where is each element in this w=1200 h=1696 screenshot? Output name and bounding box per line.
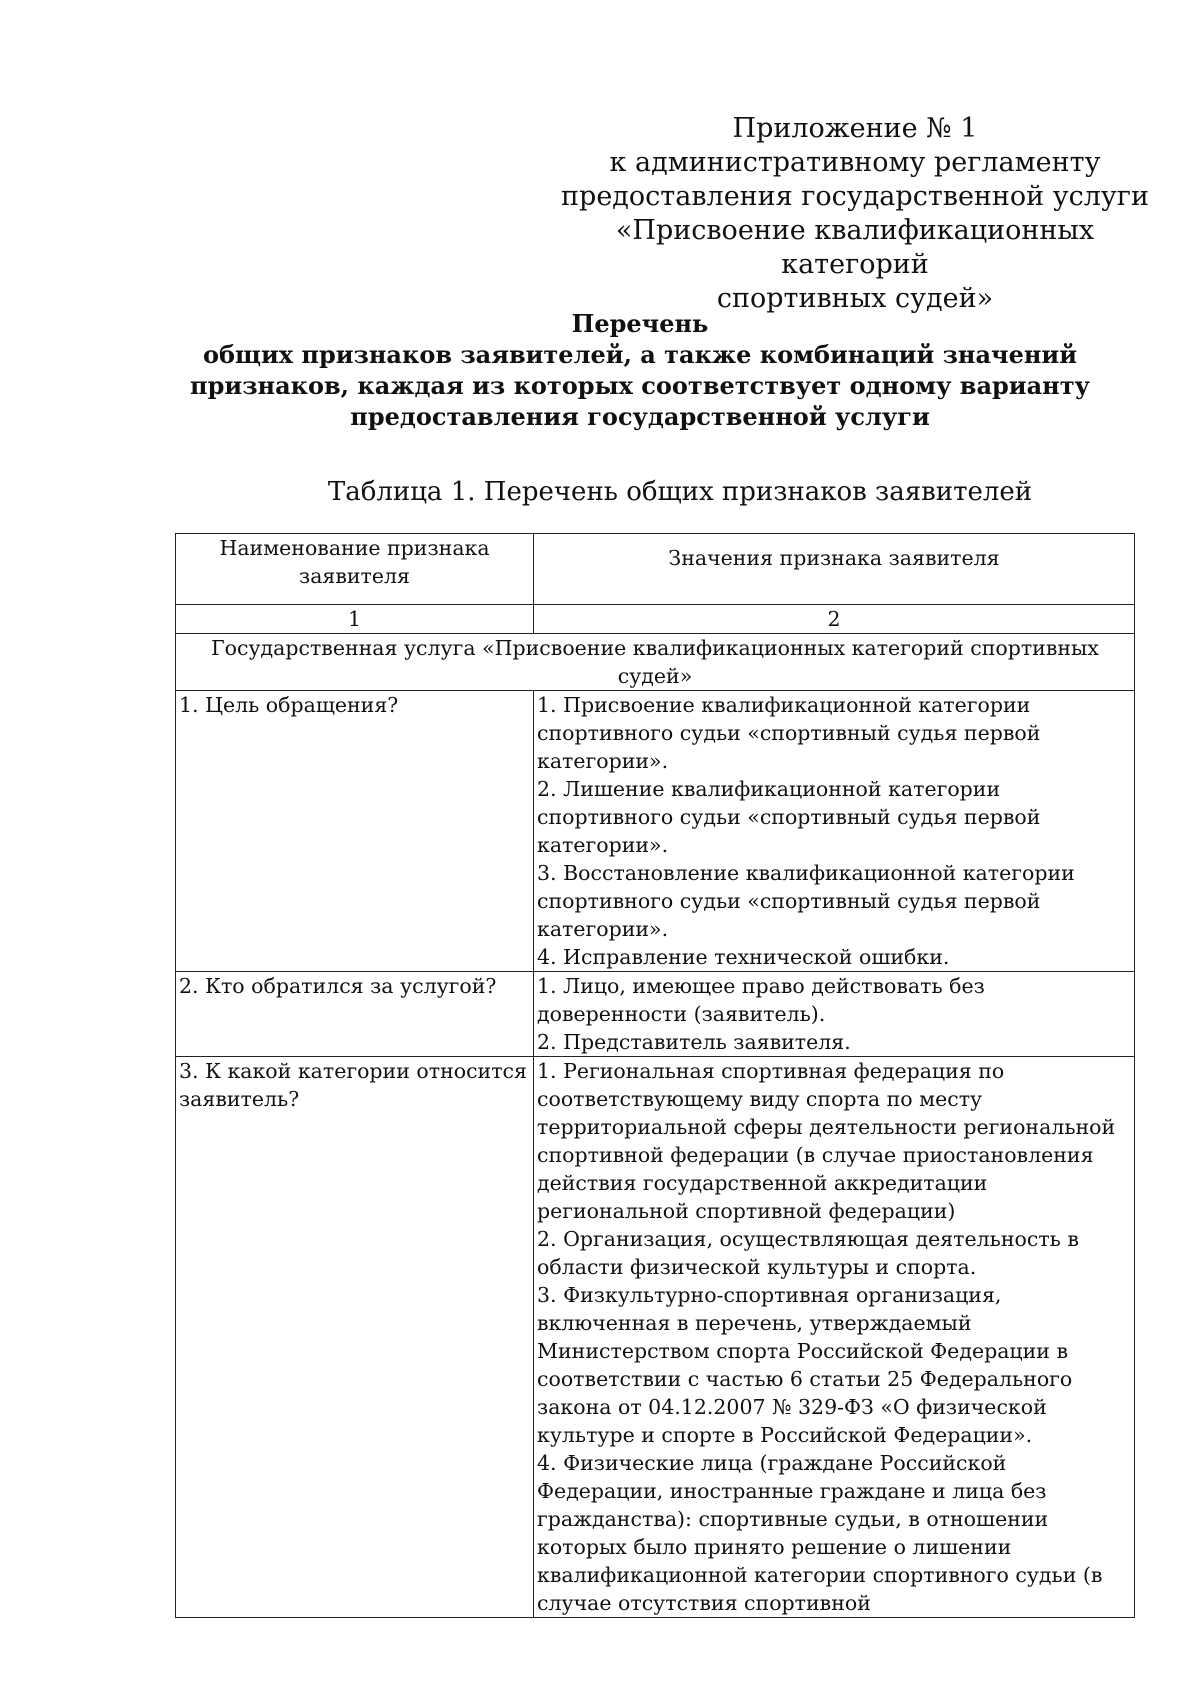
attribute-value: 1. Присвоение квалификационной категории спортивного судьи «спортивный судья первой категории». — [537, 693, 1041, 773]
table-row — [176, 1057, 1135, 1618]
title-line: предоставления государственной услуги — [350, 402, 930, 431]
attribute-value: 4. Исправление технической ошибки. — [537, 945, 950, 969]
attribute-values — [534, 972, 1135, 1057]
column-number: 2 — [534, 605, 1135, 634]
header-cell-values: Значения признака заявителя — [534, 534, 1135, 605]
attribute-name: 2. Кто обратился за услугой? — [176, 972, 534, 1057]
attribute-name: 3. К какой категории относится заявитель? — [176, 1057, 534, 1618]
appendix-header — [560, 112, 1150, 316]
table-header-row — [176, 534, 1135, 605]
appendix-line: спортивных судей» — [716, 283, 994, 314]
attribute-values — [534, 691, 1135, 972]
attributes-table — [175, 533, 1135, 1618]
appendix-line: предоставления государственной услуги — [561, 181, 1149, 212]
attribute-values — [534, 1057, 1135, 1618]
document-title — [150, 308, 1130, 432]
attribute-name: 1. Цель обращения? — [176, 691, 534, 972]
column-number-row — [176, 605, 1135, 634]
table-caption: Таблица 1. Перечень общих признаков заявителей — [327, 477, 1033, 507]
appendix-number: Приложение № 1 — [732, 113, 978, 144]
header-cell-name: Наименование признака заявителя — [176, 534, 534, 605]
attribute-value: 2. Лишение квалификационной категории спортивного судьи «спортивный судья первой категории». — [537, 777, 1041, 857]
title-line: признаков, каждая из которых соответствует одному варианту — [190, 371, 1090, 400]
attribute-value: 4. Физические лица (граждане Российской Федерации, иностранные граждане и лица без гражданства): спортивные судьи, в отношении которых было принято решение о лишении квалификационной категории спортивного судьи (в случае отсутствия спортивной — [537, 1451, 1103, 1615]
attribute-value: 2. Представитель заявителя. — [537, 1030, 851, 1054]
appendix-line: «Присвоение квалификационных категорий — [615, 215, 1095, 280]
attribute-value: 1. Региональная спортивная федерация по соответствующему виду спорта по месту территориальной сферы деятельности региональной спортивной федерации (в случае приостановления действия государственной аккредитации региональной спортивной федерации) — [537, 1059, 1116, 1223]
title-line: Перечень — [571, 309, 709, 338]
attribute-value: 2. Организация, осуществляющая деятельность в области физической культуры и спорта. — [537, 1227, 1079, 1279]
attribute-value: 1. Лицо, имеющее право действовать без доверенности (заявитель). — [537, 974, 985, 1026]
service-row — [176, 634, 1135, 691]
attribute-value: 3. Восстановление квалификационной категории спортивного судьи «спортивный судья первой категории». — [537, 861, 1075, 941]
service-name-cell: Государственная услуга «Присвоение квалификационных категорий спортивных судей» — [176, 634, 1135, 691]
appendix-line: к административному регламенту — [609, 147, 1101, 178]
column-number: 1 — [176, 605, 534, 634]
title-line: общих признаков заявителей, а также комбинаций значений — [202, 340, 1078, 369]
attribute-value: 3. Физкультурно-спортивная организация, включенная в перечень, утверждаемый Министерством спорта Российской Федерации в соответствии с частью 6 статьи 25 Федерального закона от 04.12.2007 № 329-ФЗ «О физической культуре и спорте в Российской Федерации». — [537, 1283, 1073, 1447]
table-row — [176, 972, 1135, 1057]
table-row — [176, 691, 1135, 972]
